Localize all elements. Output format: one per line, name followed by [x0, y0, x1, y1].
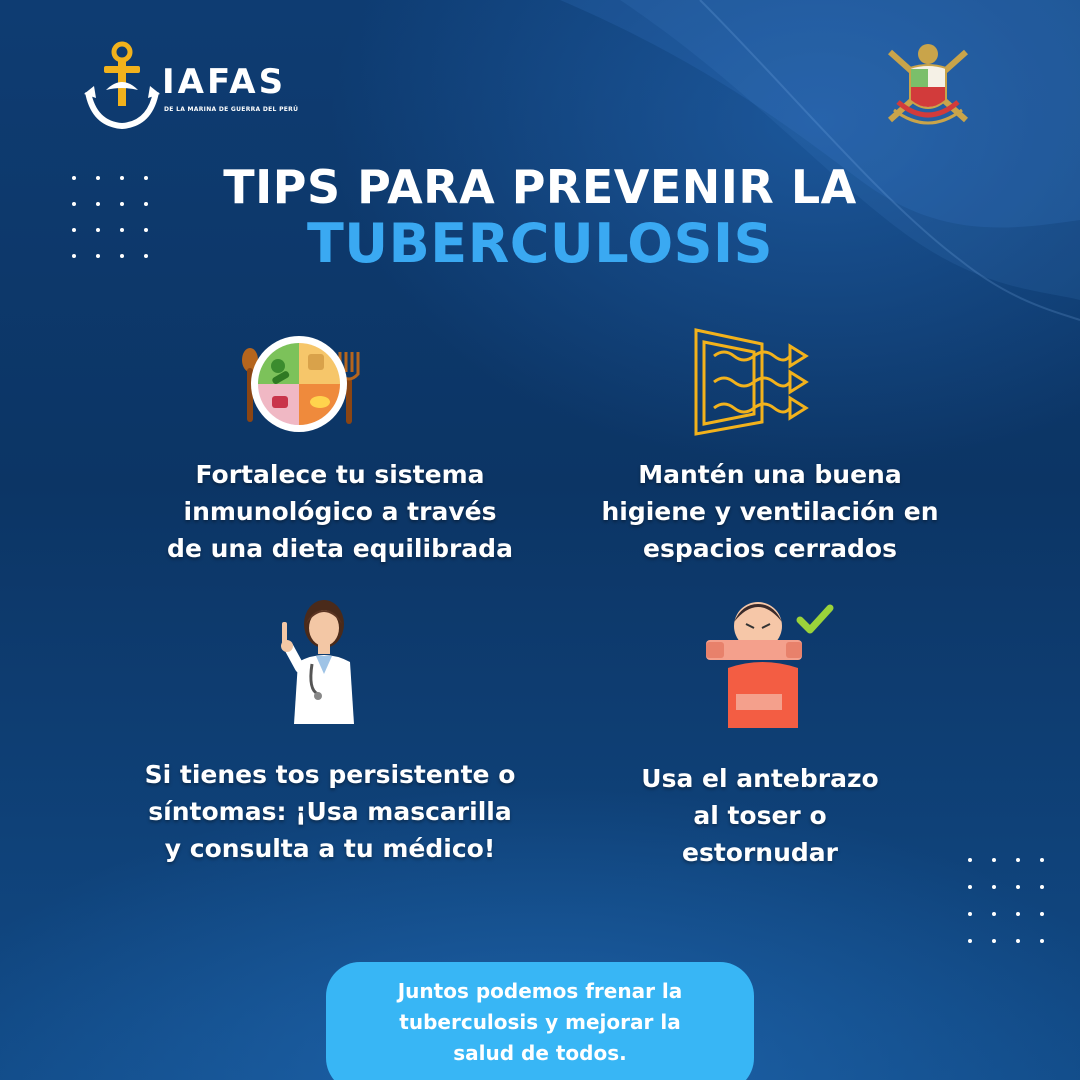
closing-message-line: Juntos podemos frenar la	[397, 979, 683, 1003]
iafas-logo	[84, 40, 299, 135]
dot-grid-bottom-right	[968, 858, 1044, 943]
iafas-brand-text: IAFAS	[162, 62, 287, 102]
tip-diet-line: Fortalece tu sistema	[195, 460, 485, 489]
closing-message-box	[326, 962, 754, 1080]
tip-ventilation-line: espacios cerrados	[642, 534, 897, 563]
marina-de-guerra-crest-icon	[880, 40, 976, 132]
cough-into-elbow-icon	[702, 598, 842, 734]
anchor-icon	[84, 40, 164, 132]
tip-diet	[120, 456, 560, 567]
tip-cough-elbow	[590, 760, 930, 871]
tip-cough-elbow-line: al toser o	[693, 801, 827, 830]
tip-diet-line: inmunológico a través	[183, 497, 497, 526]
tip-cough-elbow-line: estornudar	[682, 838, 838, 867]
page-title-line-1: TIPS PARA PREVENIR LA	[223, 160, 857, 214]
tip-diet-line: de una dieta equilibrada	[167, 534, 513, 563]
iafas-subtitle: DE LA MARINA DE GUERRA DEL PERÚ	[164, 106, 299, 113]
balanced-diet-plate-icon	[238, 330, 362, 440]
ventilation-air-flow-icon	[692, 326, 812, 438]
tip-ventilation-line: Mantén una buena	[638, 460, 902, 489]
tip-cough-elbow-line: Usa el antebrazo	[641, 764, 879, 793]
doctor-pointing-icon	[278, 594, 362, 726]
page-title-line-2: TUBERCULOSIS	[306, 212, 774, 275]
tip-ventilation	[560, 456, 980, 567]
tip-ventilation-line: higiene y ventilación en	[601, 497, 939, 526]
tip-mask-doctor	[110, 756, 550, 867]
closing-message-line: tuberculosis y mejorar la	[399, 1010, 681, 1034]
tip-mask-doctor-line: Si tienes tos persistente o	[144, 760, 516, 789]
tip-mask-doctor-line: síntomas: ¡Usa mascarilla	[148, 797, 512, 826]
tip-mask-doctor-line: y consulta a tu médico!	[164, 834, 496, 863]
closing-message-line: salud de todos.	[453, 1041, 627, 1065]
